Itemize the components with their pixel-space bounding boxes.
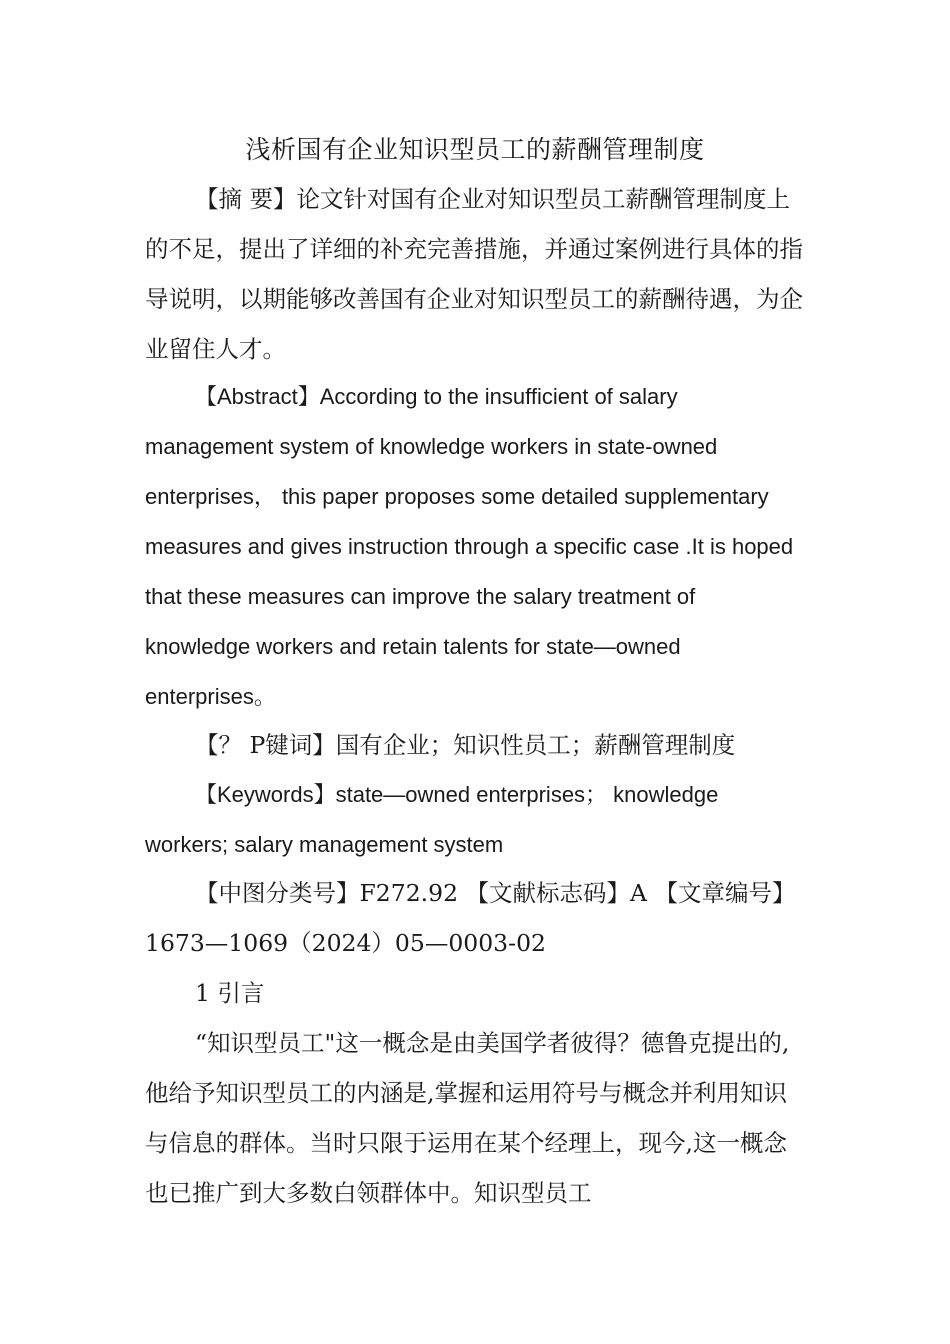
classification-codes: 【中图分类号】F272.92 【文献标志码】A 【文章编号】1673—1069（2024）05—0003-02 <box>145 879 796 957</box>
keywords-chinese: 【？ P键词】国有企业；知识性员工；薪酬管理制度 <box>195 731 736 759</box>
keywords-english: 【Keywords】state—owned enterprises； knowledge workers; salary management system <box>145 782 719 857</box>
abstract-chinese: 【摘 要】论文针对国有企业对知识型员工薪酬管理制度上的不足，提出了详细的补充完善措施，并通过案例进行具体的指导说明，以期能够改善国有企业对知识型员工的薪酬待遇，为企业留住人才。 <box>145 185 803 363</box>
abstract-english: 【Abstract】According to the insufficient of salary management system of knowledge workers in state-owned enterprises， this paper proposes some detailed supplementary measures and gives instruction through a specific case .It is hoped that these measures can improve the salary treatment of knowledge workers and retain talents for state—owned enterprises。 <box>145 384 794 709</box>
paper-title: 浅析国有企业知识型员工的薪酬管理制度 <box>245 135 705 164</box>
body-paragraph: “知识型员工"这一概念是由美国学者彼得？德鲁克提出的,他给予知识型员工的内涵是,掌握和运用符号与概念并利用知识与信息的群体。当时只限于运用在某个经理上，现今,这一概念也已推广到大多数白领群体中。知识型员工 <box>145 1029 790 1207</box>
section-heading-introduction: 1 引言 <box>195 979 265 1007</box>
